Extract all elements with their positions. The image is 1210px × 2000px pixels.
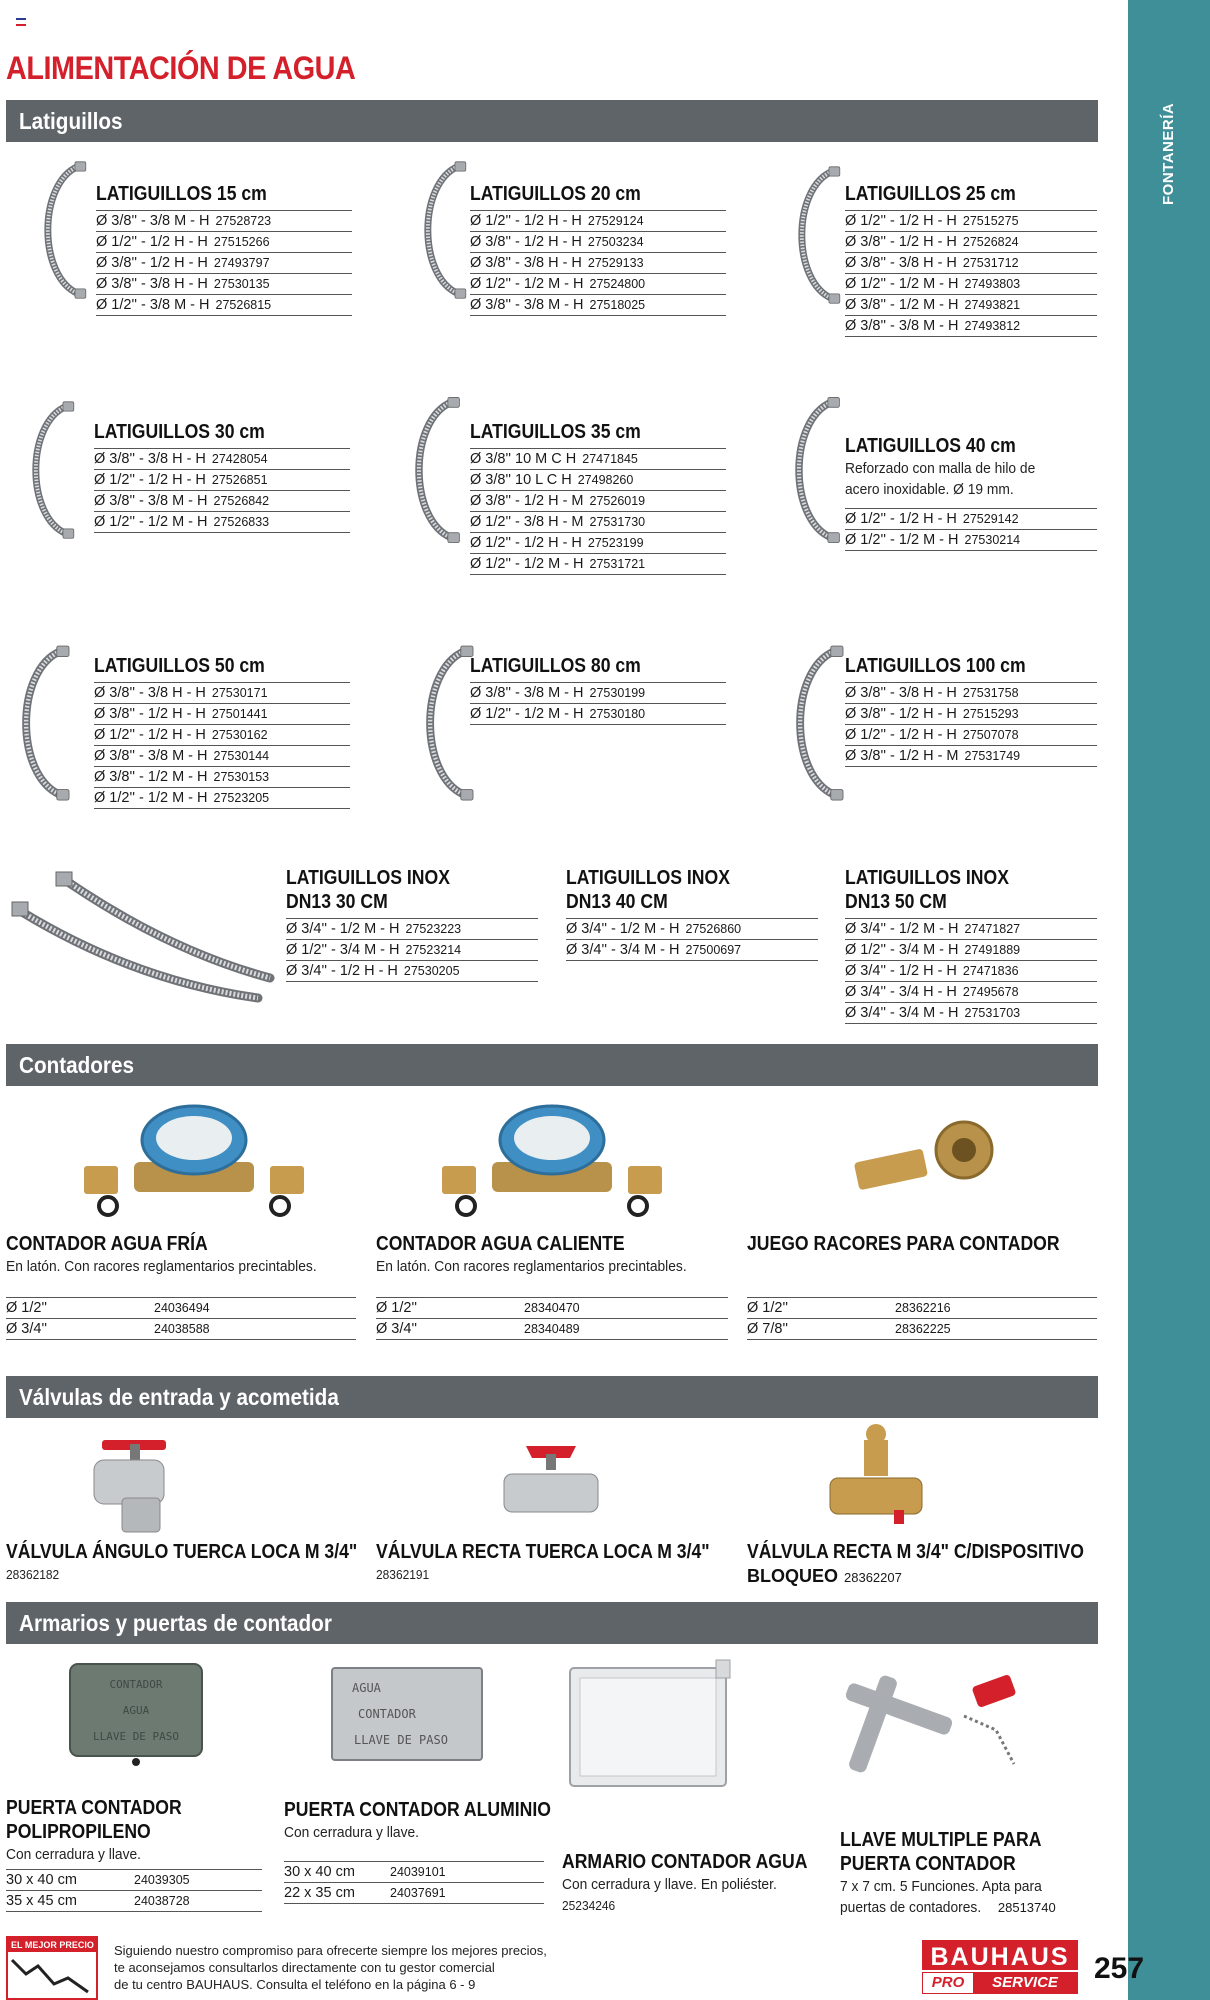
table-row: Ø 3/8'' - 3/8 H - H 27530135 (96, 274, 352, 295)
table-row: Ø 3/4'' 24038588 (6, 1319, 356, 1340)
spec-table (6, 1297, 356, 1340)
plate-text-alu-2: CONTADOR (358, 1707, 416, 1721)
hose-image (784, 160, 846, 310)
product-title: DN13 50 CM (845, 891, 947, 913)
table-row: Ø 1/2'' 24036494 (6, 1298, 356, 1319)
lock-valve-image (820, 1418, 930, 1532)
product-juego-racores (747, 1232, 1097, 1340)
spec-table (284, 1861, 544, 1904)
plate-text-alu-3: LLAVE DE PASO (354, 1733, 448, 1747)
table-row: Ø 3/8'' - 3/8 H - H 27531758 (845, 683, 1097, 704)
product-title: LATIGUILLOS 80 cm (470, 655, 641, 677)
product-title: LATIGUILLOS 20 cm (470, 183, 641, 205)
product-latiguillos-50 (94, 654, 350, 809)
spec-table (286, 918, 538, 982)
product-title: DN13 30 CM (286, 891, 388, 913)
product-title: LATIGUILLOS 25 cm (845, 183, 1016, 205)
product-description (747, 1256, 1069, 1277)
product-title: LATIGUILLOS 30 cm (94, 421, 265, 443)
product-puerta-pp (6, 1796, 262, 1912)
hose-image (400, 370, 466, 570)
hose-image (6, 618, 76, 828)
product-latiguillos-15 (96, 182, 352, 316)
product-contador-caliente (376, 1232, 728, 1340)
table-row: 22 x 35 cm 24037691 (284, 1883, 544, 1904)
table-row: Ø 3/8'' - 3/8 M - H 27518025 (470, 295, 726, 316)
table-row: Ø 3/8'' - 1/2 H - H 27515293 (845, 704, 1097, 725)
table-row: Ø 1/2'' - 1/2 H - H 27507078 (845, 725, 1097, 746)
table-row: 35 x 45 cm 24038728 (6, 1891, 262, 1912)
section-title: Armarios y puertas de contador (19, 1610, 332, 1636)
table-row: Ø 1/2'' - 1/2 M - H 27524800 (470, 274, 726, 295)
table-row: Ø 3/8'' - 1/2 H - H 27501441 (94, 704, 350, 725)
spec-table (845, 210, 1097, 337)
product-llave-multiple (840, 1828, 1098, 1918)
product-description: puertas de contadores. (840, 1899, 982, 1916)
section-bar-contadores (6, 1044, 1098, 1086)
page-number: 257 (1094, 1952, 1145, 1985)
table-row: Ø 1/2'' - 1/2 M - H 27530214 (845, 530, 1097, 551)
table-row: Ø 1/2'' - 1/2 H - H 27515266 (96, 232, 352, 253)
multi-key-image (824, 1660, 1034, 1780)
spec-table (470, 682, 726, 725)
table-row: Ø 3/8'' - 1/2 H - H 27493797 (96, 253, 352, 274)
plate-text-alu-1: AGUA (352, 1681, 381, 1695)
table-row: Ø 1/2'' - 3/4 M - H 27523214 (286, 940, 538, 961)
product-description: En latón. Con racores reglamentarios precintables. (6, 1258, 317, 1275)
product-title: LATIGUILLOS 35 cm (470, 421, 641, 443)
product-latiguillos-35 (470, 420, 726, 575)
product-valvula-bloqueo (747, 1540, 1097, 1588)
product-title: CONTADOR AGUA CALIENTE (376, 1233, 625, 1255)
spec-table (845, 682, 1097, 767)
product-title: POLIPROPILENO (6, 1821, 151, 1843)
section-title: Válvulas de entrada y acometida (19, 1384, 339, 1410)
product-latiguillos-100 (845, 654, 1097, 767)
table-row: Ø 1/2'' - 1/2 H - H 27526851 (94, 470, 350, 491)
alu-door-image (328, 1664, 488, 1768)
footer-line: te aconsejamos consultarlos directamente con tu gestor comercial (114, 1960, 495, 1975)
table-row: Ø 3/8'' - 1/2 M - H 27493821 (845, 295, 1097, 316)
product-description: Con cerradura y llave. (6, 1846, 141, 1863)
hose-image (410, 160, 472, 300)
table-row: Ø 3/8'' - 3/8 H - H 27529133 (470, 253, 726, 274)
table-row: Ø 1/2'' - 1/2 M - H 27493803 (845, 274, 1097, 295)
table-row: Ø 3/8'' - 1/2 H - H 27503234 (470, 232, 726, 253)
plate-text-pp-2: AGUA (122, 1704, 150, 1717)
side-tab (1128, 0, 1210, 2000)
product-title: LATIGUILLOS 40 cm (845, 435, 1016, 457)
spec-table (470, 448, 726, 575)
product-inox-40 (566, 866, 818, 961)
product-latiguillos-20 (470, 182, 726, 316)
logo-pro: PRO (931, 1974, 965, 1991)
product-description: 7 x 7 cm. 5 Funciones. Apta para (840, 1878, 1042, 1895)
product-code: 28513740 (997, 1900, 1056, 1915)
product-valvula-angulo (6, 1540, 356, 1585)
product-puerta-aluminio (284, 1798, 551, 1904)
table-row: Ø 1/2'' - 1/2 H - H 27530162 (94, 725, 350, 746)
product-title: LATIGUILLOS 100 cm (845, 655, 1026, 677)
table-row: Ø 1/2'' - 1/2 H - H 27529142 (845, 509, 1097, 530)
fittings-image (848, 1114, 1008, 1204)
table-row: Ø 3/4'' - 1/2 H - H 27530205 (286, 961, 538, 982)
flag-icon (16, 18, 26, 26)
footer-line: de tu centro BAUHAUS. Consulta el teléfono en la página 6 - 9 (114, 1977, 476, 1992)
pp-door-image (66, 1660, 206, 1768)
spec-table (566, 918, 818, 961)
table-row: Ø 3/8'' - 3/8 H - H 27531712 (845, 253, 1097, 274)
table-row: Ø 3/4'' - 1/2 M - H 27523223 (286, 919, 538, 940)
product-description: Reforzado con malla de hilo de (845, 460, 1036, 477)
table-row: Ø 1/2'' - 1/2 M - H 27526833 (94, 512, 350, 533)
product-latiguillos-30 (94, 420, 350, 533)
best-price-label: EL MEJOR PRECIO (8, 1938, 96, 1952)
logo-service: SERVICE (973, 1973, 1077, 1993)
table-row: Ø 3/4'' - 3/4 M - H 27531703 (845, 1003, 1097, 1024)
product-title: VÁLVULA ÁNGULO TUERCA LOCA M 3/4" (6, 1541, 358, 1563)
table-row: Ø 3/8'' - 1/2 M - H 27530153 (94, 767, 350, 788)
table-row: Ø 3/8'' - 1/2 H - H 27526824 (845, 232, 1097, 253)
section-title: Latiguillos (19, 108, 123, 134)
product-title: LATIGUILLOS 15 cm (96, 183, 267, 205)
table-row: Ø 7/8'' 28362225 (747, 1319, 1097, 1340)
table-row: Ø 1/2'' - 3/4 M - H 27491889 (845, 940, 1097, 961)
section-bar-valvulas (6, 1376, 1098, 1418)
product-description: Con cerradura y llave. (284, 1824, 419, 1841)
product-inox-30 (286, 866, 538, 982)
product-title: LATIGUILLOS 50 cm (94, 655, 265, 677)
product-title: PUERTA CONTADOR (840, 1853, 1016, 1875)
spec-table (94, 448, 350, 533)
hose-image (30, 160, 92, 300)
table-row: Ø 3/4'' - 1/2 M - H 27526860 (566, 919, 818, 940)
price-chart-icon (8, 1952, 96, 1996)
spec-table (376, 1297, 728, 1340)
spec-table (6, 1869, 262, 1912)
table-row: Ø 1/2'' - 1/2 M - H 27531721 (470, 554, 726, 575)
footer-line: Siguiendo nuestro compromiso para ofrecerte siempre los mejores precios, (114, 1943, 547, 1958)
table-row: Ø 3/4'' - 1/2 M - H 27471827 (845, 919, 1097, 940)
product-code: 28362182 (6, 1567, 60, 1582)
hose-image (18, 370, 80, 570)
table-row: Ø 1/2'' - 1/2 M - H 27530180 (470, 704, 726, 725)
product-valvula-recta (376, 1540, 728, 1585)
table-row: Ø 1/2'' 28340470 (376, 1298, 728, 1319)
table-row: Ø 1/2'' - 1/2 M - H 27523205 (94, 788, 350, 809)
product-description: En latón. Con racores reglamentarios precintables. (376, 1258, 687, 1275)
table-row: Ø 3/4'' - 3/4 H - H 27495678 (845, 982, 1097, 1003)
section-bar-armarios (6, 1602, 1098, 1644)
spec-table (96, 210, 352, 316)
table-row: Ø 3/4'' 28340489 (376, 1319, 728, 1340)
spec-table (747, 1297, 1097, 1340)
table-row: Ø 3/4'' - 3/4 M - H 27500697 (566, 940, 818, 961)
table-row: Ø 1/2'' - 3/8 M - H 27526815 (96, 295, 352, 316)
plate-text-pp-1: CONTADOR (109, 1678, 163, 1691)
spec-table (94, 682, 350, 809)
product-latiguillos-80 (470, 654, 726, 725)
table-row: Ø 1/2'' - 3/8 H - M 27531730 (470, 512, 726, 533)
spec-table (845, 918, 1097, 1024)
table-row: 30 x 40 cm 24039101 (284, 1862, 544, 1883)
product-code: 28362191 (376, 1567, 430, 1582)
product-title: DN13 40 CM (566, 891, 668, 913)
table-row: Ø 3/8'' 10 M C H 27471845 (470, 449, 726, 470)
table-row: Ø 3/8'' 10 L C H 27498260 (470, 470, 726, 491)
page-title: ALIMENTACIÓN DE AGUA (6, 50, 356, 86)
table-row: Ø 3/8'' - 3/8 M - H 27528723 (96, 211, 352, 232)
product-title: LLAVE MULTIPLE PARA (840, 1829, 1042, 1851)
cabinet-image (566, 1656, 736, 1796)
straight-valve-image (496, 1430, 606, 1530)
table-row: Ø 1/2'' - 1/2 H - H 27515275 (845, 211, 1097, 232)
product-latiguillos-25 (845, 182, 1097, 337)
best-price-badge (6, 1936, 98, 2000)
table-row: 30 x 40 cm 24039305 (6, 1870, 262, 1891)
product-code: 28362207 (844, 1570, 902, 1585)
product-contador-fria (6, 1232, 356, 1340)
table-row: Ø 3/8'' - 1/2 H - M 27531749 (845, 746, 1097, 767)
product-title: LATIGUILLOS INOX (566, 867, 730, 889)
product-title: CONTADOR AGUA FRÍA (6, 1233, 208, 1255)
inox-hose-image (8, 866, 278, 1006)
water-meter-hot-image (432, 1100, 672, 1220)
angle-valve-image (80, 1424, 190, 1536)
product-title: LATIGUILLOS INOX (286, 867, 450, 889)
section-bar-latiguillos (6, 100, 1098, 142)
product-title: ARMARIO CONTADOR AGUA (562, 1851, 808, 1873)
table-row: Ø 3/8'' - 1/2 H - M 27526019 (470, 491, 726, 512)
section-title: Contadores (19, 1052, 135, 1078)
table-row: Ø 3/8'' - 3/8 M - H 27530199 (470, 683, 726, 704)
bauhaus-logo (922, 1940, 1078, 1994)
product-description: Con cerradura y llave. En poliéster. (562, 1876, 777, 1893)
table-row: Ø 1/2'' - 1/2 H - H 27523199 (470, 533, 726, 554)
product-title: BLOQUEO (747, 1566, 839, 1586)
product-description: acero inoxidable. Ø 19 mm. (845, 481, 1014, 498)
product-title: PUERTA CONTADOR (6, 1797, 182, 1819)
product-latiguillos-40 (845, 434, 1097, 551)
product-title: VÁLVULA RECTA M 3/4" C/DISPOSITIVO (747, 1541, 1084, 1563)
hose-image (780, 370, 846, 570)
product-title: PUERTA CONTADOR ALUMINIO (284, 1799, 551, 1821)
table-row: Ø 3/8'' - 3/8 H - H 27428054 (94, 449, 350, 470)
product-title: VÁLVULA RECTA TUERCA LOCA M 3/4" (376, 1541, 710, 1563)
table-row: Ø 3/8'' - 3/8 M - H 27530144 (94, 746, 350, 767)
plate-text-pp-3: LLAVE DE PASO (92, 1730, 180, 1743)
product-inox-50 (845, 866, 1097, 1024)
product-title: LATIGUILLOS INOX (845, 867, 1009, 889)
product-code: 25234246 (562, 1898, 616, 1913)
logo-text: BAUHAUS (922, 1940, 1078, 1970)
footer-notice (114, 1942, 547, 1993)
table-row: Ø 3/4'' - 1/2 H - H 27471836 (845, 961, 1097, 982)
side-tab-label: FONTANERÍA (1160, 102, 1177, 205)
spec-table (845, 508, 1097, 551)
spec-table (470, 210, 726, 316)
table-row: Ø 3/8'' - 3/8 M - H 27526842 (94, 491, 350, 512)
table-row: Ø 1/2'' 28362216 (747, 1298, 1097, 1319)
product-armario-contador (562, 1850, 822, 1916)
product-title: JUEGO RACORES PARA CONTADOR (747, 1233, 1060, 1255)
table-row: Ø 1/2'' - 1/2 H - H 27529124 (470, 211, 726, 232)
hose-image (780, 618, 850, 828)
table-row: Ø 3/8'' - 3/8 H - H 27530171 (94, 683, 350, 704)
table-row: Ø 3/8'' - 3/8 M - H 27493812 (845, 316, 1097, 337)
water-meter-image (74, 1100, 314, 1220)
